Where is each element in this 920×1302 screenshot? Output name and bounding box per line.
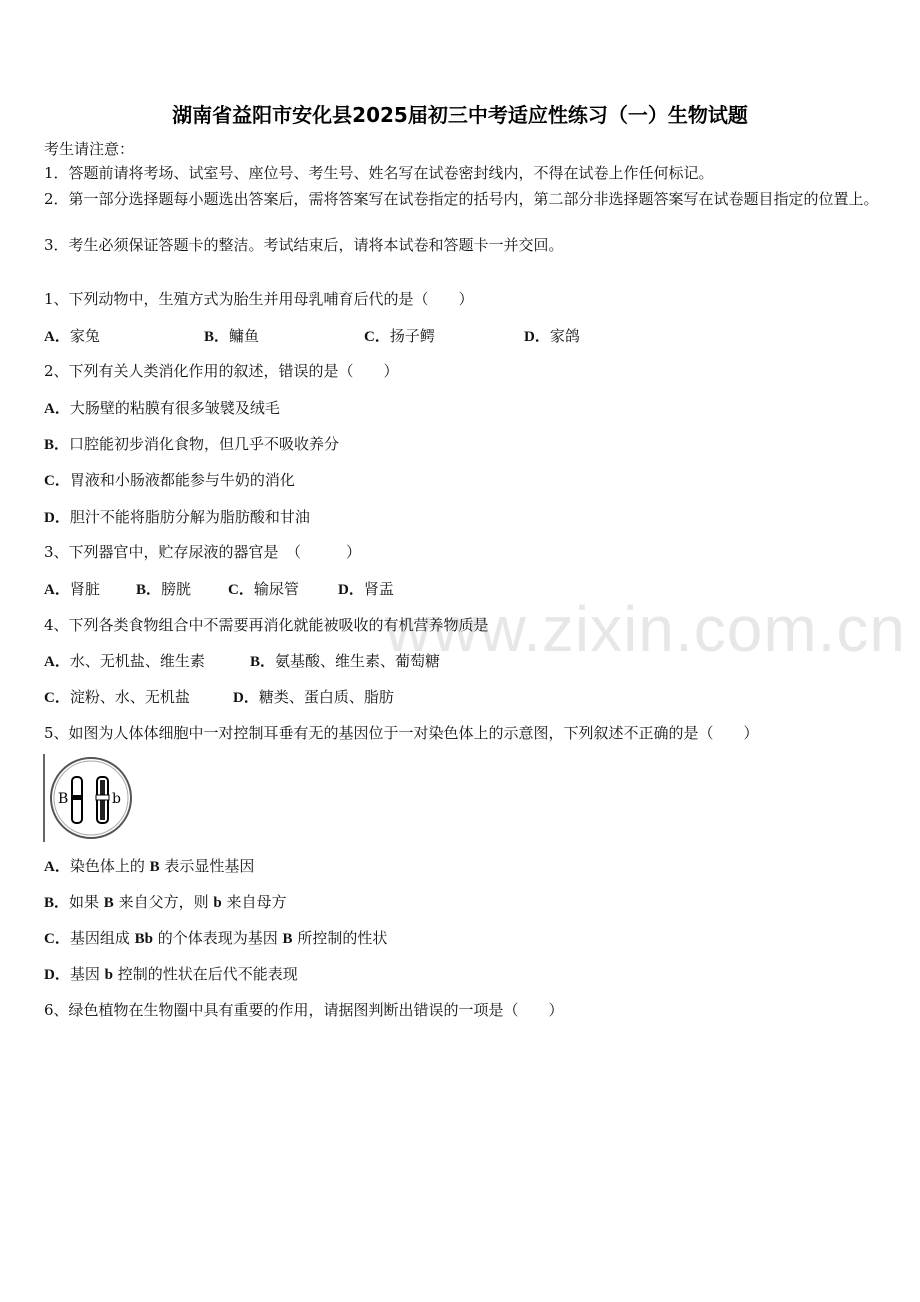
- question-5-stem: 5、如图为人体体细胞中一对控制耳垂有无的基因位于一对染色体上的示意图，下列叙述不正确的是（ ）: [44, 724, 759, 742]
- q1-option-d: D．家鸽: [524, 327, 580, 345]
- q5-option-a: A．染色体上的 B 表示显性基因: [44, 857, 255, 875]
- q4-option-c: C．淀粉、水、无机盐: [44, 688, 190, 706]
- q2-option-d: D．胆汁不能将脂肪分解为脂肪酸和甘油: [44, 508, 310, 526]
- q4-option-b: B．氨基酸、维生素、葡萄糖: [250, 652, 441, 670]
- q5-option-d: D．基因 b 控制的性状在后代不能表现: [44, 965, 298, 983]
- q1-option-c: C．扬子鳄: [364, 327, 435, 345]
- chromosome-pair-figure: [43, 752, 135, 844]
- notice-item-1: 1．答题前请将考场、试室号、座位号、考生号、姓名写在试卷密封线内，不得在试卷上作任何标记。: [44, 164, 714, 182]
- q5-option-c: C．基因组成 Bb 的个体表现为基因 B 所控制的性状: [44, 929, 388, 947]
- q3-option-d: D．肾盂: [338, 580, 394, 598]
- q1-option-a: A．家兔: [44, 327, 100, 345]
- q2-option-b: B．口腔能初步消化食物，但几乎不吸收养分: [44, 435, 340, 453]
- exam-title: 湖南省益阳市安化县2025届初三中考适应性练习（一）生物试题: [172, 103, 748, 127]
- q4-option-d: D．糖类、蛋白质、脂肪: [233, 688, 394, 706]
- gene-locus-right: [96, 795, 109, 800]
- q5-option-b: B．如果 B 来自父方，则 b 来自母方: [44, 893, 287, 911]
- question-2-stem: 2、下列有关人类消化作用的叙述，错误的是（ ）: [44, 362, 399, 380]
- question-6-stem: 6、绿色植物在生物圈中具有重要的作用，请据图判断出错误的一项是（ ）: [44, 1001, 564, 1019]
- question-3-stem: 3、下列器官中，贮存尿液的器官是 （ ）: [44, 543, 362, 561]
- notice-item-3: 3．考生必须保证答题卡的整洁。考试结束后，请将本试卷和答题卡一并交回。: [44, 236, 564, 254]
- q2-option-c: C．胃液和小肠液都能参与牛奶的消化: [44, 471, 295, 489]
- q3-option-c: C．输尿管: [228, 580, 299, 598]
- notice-item-2: 2．第一部分选择题每小题选出答案后，需将答案写在试卷指定的括号内，第二部分非选择题答案写在试卷题目指定的位置上。: [44, 190, 879, 208]
- q2-option-a: A．大肠壁的粘膜有很多皱襞及绒毛: [44, 399, 280, 417]
- watermark: www.zixin.com.cn: [385, 593, 906, 665]
- question-4-stem: 4、下列各类食物组合中不需要再消化就能被吸收的有机营养物质是: [44, 616, 489, 634]
- q4-option-a: A．水、无机盐、维生素: [44, 652, 205, 670]
- q3-option-b: B．膀胱: [136, 580, 192, 598]
- q1-option-b: B．鳙鱼: [204, 327, 260, 345]
- notice-heading: 考生请注意：: [44, 140, 135, 158]
- gene-label-B: B: [58, 791, 69, 807]
- gene-label-b: b: [112, 791, 121, 807]
- gene-locus-left: [71, 795, 83, 800]
- question-1-stem: 1、下列动物中，生殖方式为胎生并用母乳哺育后代的是（ ）: [44, 290, 474, 308]
- q3-option-a: A．肾脏: [44, 580, 100, 598]
